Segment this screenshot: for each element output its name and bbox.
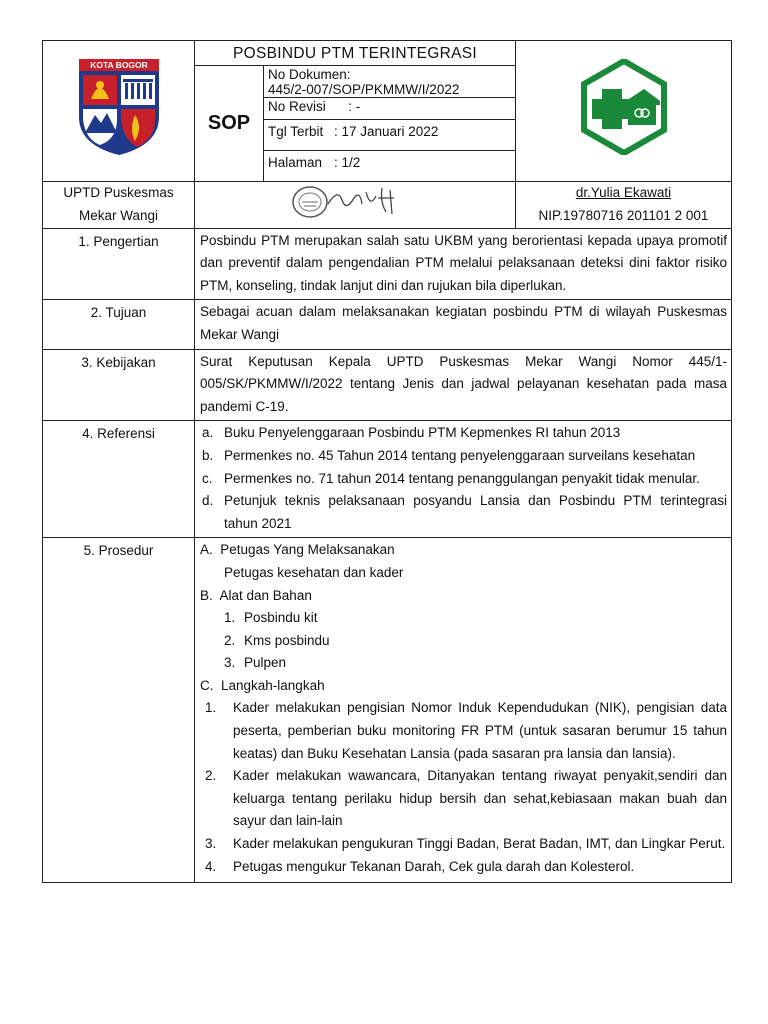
- no-dokumen-value: 445/2-007/SOP/PKMMW/I/2022: [268, 82, 460, 97]
- list-item: d. Petunjuk teknis pelaksanaan posyandu Lansia dan Posbindu PTM terintegrasi tahun 2021: [202, 493, 727, 531]
- signer-nip: NIP.19780716 201101 2 001: [538, 207, 709, 223]
- document-title: POSBINDU PTM TERINTEGRASI: [195, 41, 516, 66]
- tgl-terbit-field: [264, 120, 516, 151]
- sop-table: [42, 40, 732, 883]
- halaman-label: Halaman: [268, 155, 323, 170]
- sop-document: [42, 40, 731, 883]
- stamp-signature-icon: [290, 182, 420, 220]
- kebijakan-text: Surat Keputusan Kepala UPTD Puskesmas Mekar Wangi Nomor 445/1-005/SK/PKMMW/I/2022 tentang Jenis dan jadwal pelayanan kesehatan pada masa pandemi C-19.: [195, 349, 732, 421]
- langkah-list: [200, 697, 727, 878]
- sop-label: SOP: [195, 66, 264, 182]
- tujuan-label: 2. Tujuan: [43, 300, 195, 349]
- kota-bogor-logo-cell: [43, 41, 195, 182]
- list-item: c. Permenkes no. 71 tahun 2014 tentang penanggulangan penyakit tidak menular.: [202, 470, 700, 486]
- list-item: b. Permenkes no. 45 Tahun 2014 tentang penyelenggaraan surveilans kesehatan: [202, 447, 696, 463]
- prosedur-c-heading: C. Langkah-langkah: [200, 677, 325, 693]
- puskesmas-logo-cell: [516, 41, 732, 182]
- no-revisi-field: No Revisi : -: [264, 98, 516, 120]
- list-item: 2. Kms posbindu: [224, 632, 330, 648]
- prosedur-a-text: Petugas kesehatan dan kader: [224, 564, 404, 580]
- referensi-label: 4. Referensi: [43, 421, 195, 538]
- prosedur-label: 5. Prosedur: [43, 538, 195, 883]
- svg-text:KOTA BOGOR: KOTA BOGOR: [89, 60, 148, 71]
- tgl-terbit-value: : 17 Januari 2022: [334, 124, 439, 139]
- unit-line-1: UPTD Puskesmas: [63, 185, 174, 200]
- list-item: 2. Kader melakukan wawancara, Ditanyakan tentang riwayat penyakit,sendiri dan keluarga tentang perilaku hidup bersih dan sehat,kebiasaan makan buah dan sayur dan lain-lain: [205, 768, 727, 829]
- prosedur-a-heading: A. Petugas Yang Melaksanakan: [200, 542, 395, 558]
- unit-line-2: Mekar Wangi: [78, 207, 159, 223]
- halaman-field: [264, 151, 516, 182]
- prosedur-b-heading: B. Alat dan Bahan: [200, 587, 312, 603]
- puskesmas-logo-icon: [576, 59, 672, 155]
- no-dokumen-label: No Dokumen:: [268, 67, 351, 82]
- list-item: 4. Petugas mengukur Tekanan Darah, Cek gula darah dan Kolesterol.: [205, 858, 635, 874]
- list-item: 3. Pulpen: [224, 655, 287, 671]
- referensi-content: [195, 421, 732, 538]
- alat-bahan-list: [200, 607, 727, 675]
- signer-name: dr.Yulia Ekawati: [575, 185, 672, 200]
- kota-bogor-logo-icon: [77, 57, 161, 157]
- tujuan-text: Sebagai acuan dalam melaksanakan kegiatan posbindu PTM di wilayah Puskesmas Mekar Wangi: [195, 300, 732, 349]
- list-item: a. Buku Penyelenggaraan Posbindu PTM Kepmenkes RI tahun 2013: [202, 425, 621, 441]
- unit-name: [43, 182, 195, 229]
- list-item: 1. Posbindu kit: [224, 610, 318, 626]
- kebijakan-label: 3. Kebijakan: [43, 349, 195, 421]
- tgl-terbit-label: Tgl Terbit: [268, 124, 324, 139]
- pengertian-text: Posbindu PTM merupakan salah satu UKBM yang berorientasi kepada upaya promotif dan preventif dalam pengendalian PTM melalui pelaksanaan deteksi dini faktor risiko PTM, konseling, tindak lanjut dini dan rujukan bila diperlukan.: [195, 228, 732, 300]
- list-item: 1. Kader melakukan pengisian Nomor Induk Kependudukan (NIK), pengisian data peserta, pemberian buku monitoring FR PTM (untuk sasaran berumur 15 tahun keatas) dan Buku Kesehatan Lansia (pada sasaran pra lansia dan lansia).: [205, 700, 727, 761]
- halaman-value: : 1/2: [334, 155, 361, 170]
- stamp-signature-cell: [195, 182, 516, 229]
- no-dokumen-field: [264, 66, 516, 98]
- pengertian-label: 1. Pengertian: [43, 228, 195, 300]
- referensi-list: [195, 422, 727, 535]
- prosedur-content: [195, 538, 732, 883]
- signer-block: [516, 182, 732, 229]
- list-item: 3. Kader melakukan pengukuran Tinggi Badan, Berat Badan, IMT, dan Lingkar Perut.: [205, 836, 726, 852]
